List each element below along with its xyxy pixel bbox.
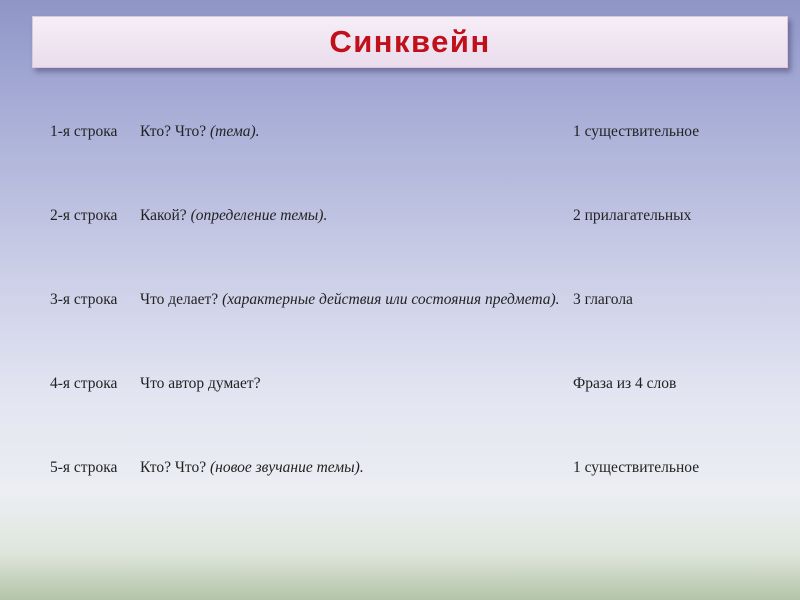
title-banner [32,16,788,68]
row-number: 5-я строка [50,459,118,476]
row-number: 4-я строка [50,375,118,392]
synquain-table [50,120,780,540]
row-answer: Фраза из 4 слов [573,375,677,392]
row-question [140,204,573,288]
question-hint: (новое звучание темы). [209,459,364,476]
table-row [50,456,780,540]
table-row [50,204,780,288]
question-text: Что автор думает? [140,375,261,392]
row-number: 3-я строка [50,291,118,308]
page-title: Синквейн [329,24,491,59]
row-question [140,288,573,372]
row-answer: 1 существительное [573,123,700,140]
row-question [140,372,573,456]
row-number: 2-я строка [50,207,118,224]
question-hint: (определение темы). [190,207,328,224]
question-text: Что делает? [140,291,219,308]
table-row [50,120,780,204]
table-row [50,372,780,456]
row-answer: 3 глагола [573,291,633,308]
question-hint: (тема). [209,123,260,140]
row-answer: 2 прилагательных [573,207,692,224]
row-answer: 1 существительное [573,459,700,476]
row-question [140,120,573,204]
question-text: Какой? [140,207,187,224]
question-hint: (характерные действия или состояния предмета). [222,291,560,308]
table-row [50,288,780,372]
row-question [140,456,573,540]
question-text: Кто? Что? [140,123,207,140]
question-text: Кто? Что? [140,459,207,476]
row-number: 1-я строка [50,123,118,140]
